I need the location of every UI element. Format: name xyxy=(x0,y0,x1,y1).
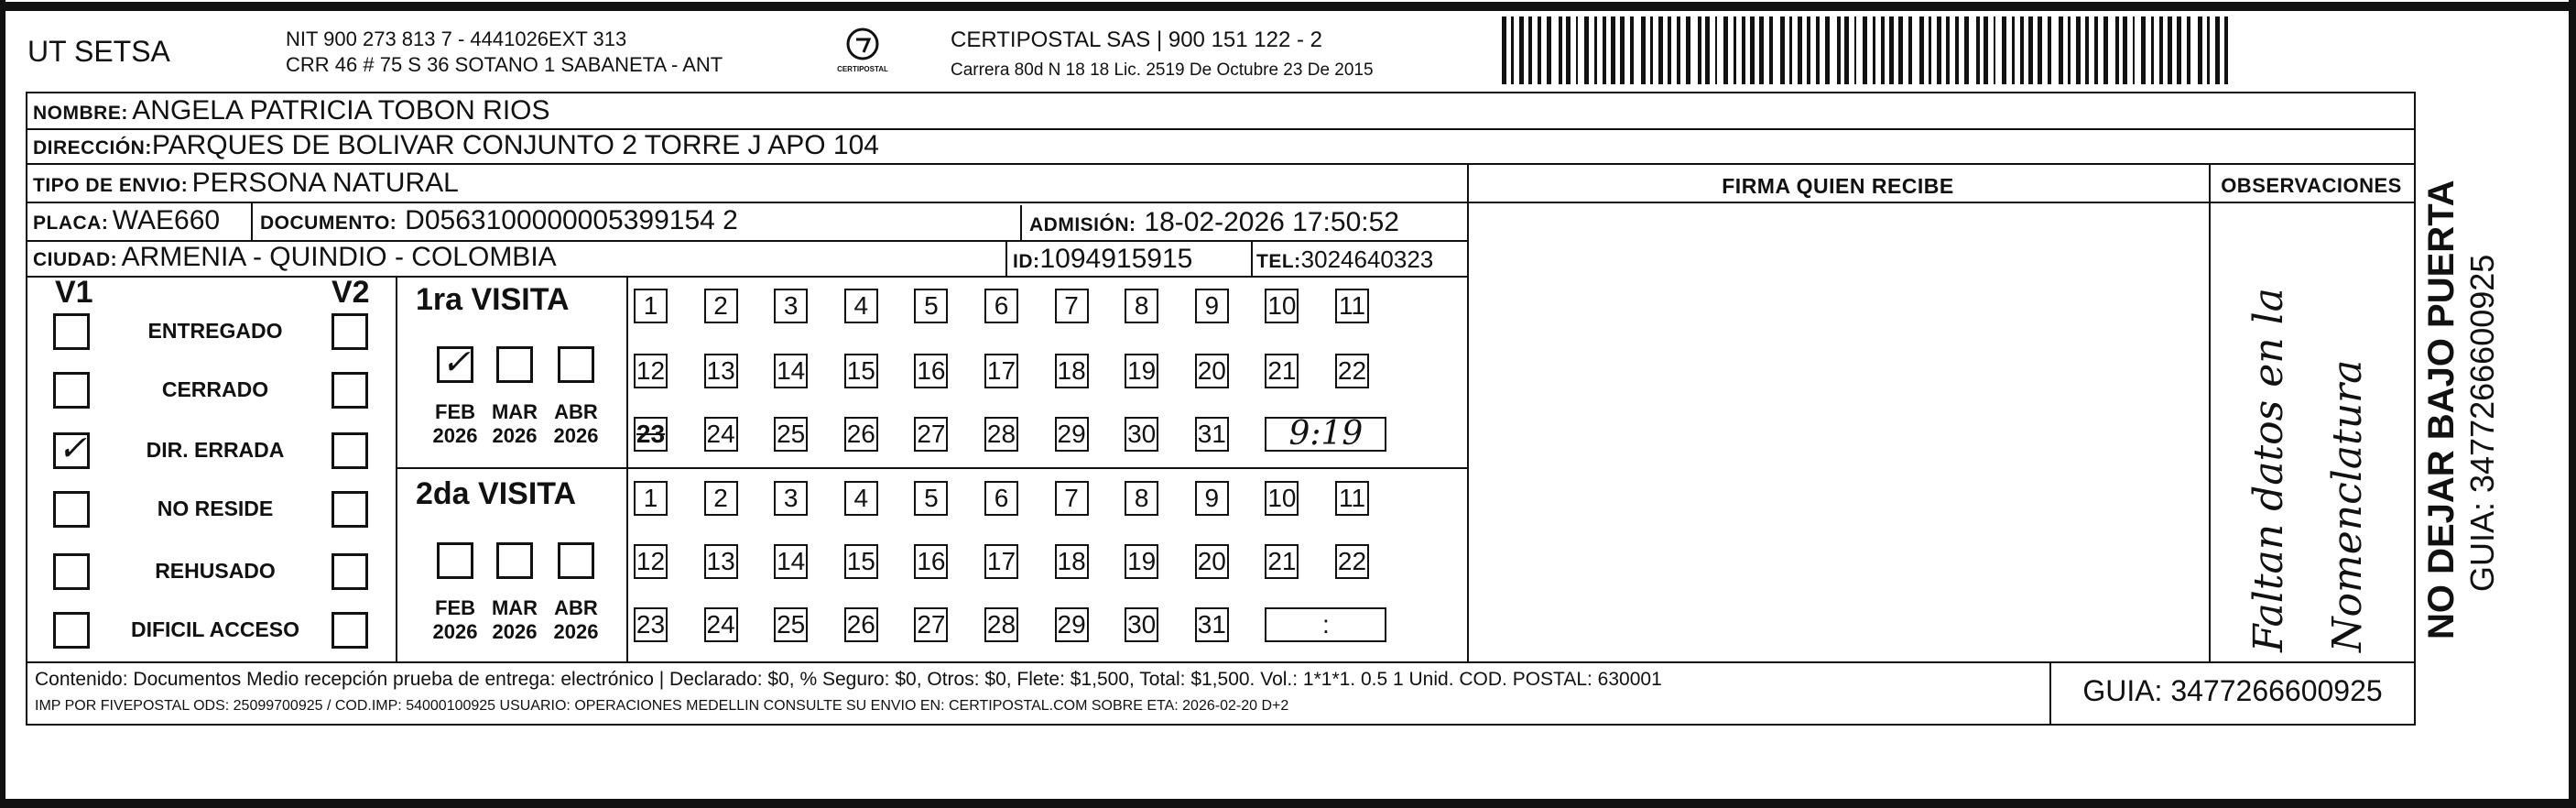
day-cell[interactable]: 31 xyxy=(1195,417,1229,452)
signature-header: FIRMA QUIEN RECIBE xyxy=(1722,174,1954,198)
month-label: FEB xyxy=(435,596,475,619)
v1-checkbox[interactable] xyxy=(53,612,90,649)
day-cell[interactable]: 24 xyxy=(704,607,738,642)
v1-checkbox[interactable] xyxy=(53,428,90,469)
day-cell[interactable]: 20 xyxy=(1195,544,1229,579)
day-cell[interactable]: 18 xyxy=(1055,544,1089,579)
month-checkbox[interactable] xyxy=(558,346,594,383)
day-cell[interactable]: 10 xyxy=(1265,481,1299,516)
day-cell[interactable]: 19 xyxy=(1125,354,1158,388)
sender-nit: NIT 900 273 813 7 - 4441026EXT 313 xyxy=(286,27,627,50)
admission-field: ADMISIÓN: 18-02-2026 17:50:52 xyxy=(1029,207,1399,237)
v2-checkbox[interactable] xyxy=(332,432,368,469)
sender-address: CRR 46 # 75 S 36 SOTANO 1 SABANETA - ANT xyxy=(286,53,723,76)
month-label: ABR xyxy=(554,400,598,423)
side-warning: NO DEJAR BAJO PUERTA xyxy=(2421,180,2462,639)
year-label: 2026 xyxy=(432,424,478,447)
v1-checkbox[interactable] xyxy=(53,372,90,409)
day-cell[interactable]: 30 xyxy=(1125,607,1158,642)
side-guide: GUIA: 3477266600925 xyxy=(2463,254,2501,592)
year-label: 2026 xyxy=(492,424,538,447)
day-cell[interactable]: 18 xyxy=(1055,354,1089,388)
status-option-label: DIFICIL ACCESO xyxy=(130,617,299,641)
recipient-address: PARQUES DE BOLIVAR CONJUNTO 2 TORRE J APO 104 xyxy=(151,130,879,160)
day-cell[interactable]: 25 xyxy=(774,607,808,642)
month-checkbox[interactable] xyxy=(496,542,533,579)
day-cell[interactable]: 6 xyxy=(984,289,1018,323)
day-cell[interactable]: 15 xyxy=(844,354,878,388)
month-label: FEB xyxy=(435,400,475,423)
day-cell[interactable]: 24 xyxy=(704,417,738,452)
day-cell[interactable]: 9 xyxy=(1195,481,1229,516)
day-cell[interactable]: 16 xyxy=(914,544,948,579)
day-cell[interactable]: 8 xyxy=(1125,481,1158,516)
day-cell[interactable]: 5 xyxy=(914,289,948,323)
v2-checkbox[interactable] xyxy=(332,491,368,528)
day-cell[interactable]: 20 xyxy=(1195,354,1229,388)
address-row: DIRECCIÓN:PARQUES DE BOLIVAR CONJUNTO 2 TORRE J APO 104 xyxy=(33,130,879,160)
v2-checkbox[interactable] xyxy=(332,313,368,350)
month-checkbox[interactable] xyxy=(558,542,594,579)
day-cell[interactable]: 27 xyxy=(914,417,948,452)
barcode xyxy=(1502,16,2234,84)
time-field[interactable]: : xyxy=(1265,607,1386,642)
sender-name: UT SETSA xyxy=(27,35,170,68)
day-cell[interactable]: 12 xyxy=(634,544,668,579)
day-cell[interactable]: 25 xyxy=(774,417,808,452)
year-label: 2026 xyxy=(492,620,538,643)
day-cell[interactable]: 26 xyxy=(844,417,878,452)
month-checkbox[interactable] xyxy=(437,542,473,579)
day-cell[interactable]: 17 xyxy=(984,354,1018,388)
v1-checkbox[interactable] xyxy=(53,553,90,590)
day-cell[interactable]: 9 xyxy=(1195,289,1229,323)
day-cell[interactable]: 19 xyxy=(1125,544,1158,579)
shipment-type: PERSONA NATURAL xyxy=(191,168,459,198)
day-cell[interactable]: 28 xyxy=(984,417,1018,452)
day-cell[interactable]: 14 xyxy=(774,354,808,388)
document-field: DOCUMENTO: D0563100000005399154 2 xyxy=(260,205,738,235)
v1-checkbox[interactable] xyxy=(53,491,90,528)
day-cell[interactable]: 29 xyxy=(1055,417,1089,452)
status-option-label: REHUSADO xyxy=(155,559,276,583)
status-option-label: ENTREGADO xyxy=(147,319,283,343)
month-label: MAR xyxy=(491,596,538,619)
check-mark: ✓ xyxy=(441,342,471,382)
day-cell[interactable]: 3 xyxy=(774,481,808,516)
day-cell[interactable]: 28 xyxy=(984,607,1018,642)
day-cell[interactable]: 2 xyxy=(704,481,738,516)
check-mark: ✓ xyxy=(58,428,87,468)
day-cell[interactable]: 22 xyxy=(1335,544,1369,579)
day-cell[interactable]: 13 xyxy=(704,544,738,579)
day-cell[interactable]: 2 xyxy=(704,289,738,323)
v1-checkbox[interactable] xyxy=(53,313,90,350)
year-label: 2026 xyxy=(553,424,599,447)
left-edge xyxy=(0,0,5,808)
imp-line: IMP POR FIVEPOSTAL ODS: 25099700925 / COD.IMP: 54000100925 USUARIO: OPERACIONES MEDELLIN CONSULTE SU ENVIO EN: CERTIPOSTAL.COM SOBRE ETA: 2026-02-20 D+2 xyxy=(35,698,1289,714)
day-cell[interactable]: 6 xyxy=(984,481,1018,516)
observation-note-1: Faltan datos en la xyxy=(2245,288,2292,652)
month-checkbox[interactable] xyxy=(496,346,533,383)
day-cell[interactable]: 15 xyxy=(844,544,878,579)
name-row: NOMBRE: ANGELA PATRICIA TOBON RIOS xyxy=(33,95,550,126)
month-label: MAR xyxy=(491,400,538,423)
day-cell[interactable]: 26 xyxy=(844,607,878,642)
plate-field: PLACA: WAE660 xyxy=(33,205,221,235)
day-cell[interactable]: 7 xyxy=(1055,289,1089,323)
second-visit-title: 2da VISITA xyxy=(416,476,577,511)
observation-note-2: Nomenclatura xyxy=(2324,359,2371,652)
observations-header: OBSERVACIONES xyxy=(2221,174,2402,197)
status-option-label: NO RESIDE xyxy=(157,497,274,520)
status-option-label: CERRADO xyxy=(161,377,269,401)
day-cell[interactable]: 21 xyxy=(1265,354,1299,388)
day-cell[interactable]: 21 xyxy=(1265,544,1299,579)
day-cell[interactable]: 1 xyxy=(634,289,668,323)
certipostal-logo: CERTIPOSTAL xyxy=(835,26,890,73)
day-cell[interactable]: 16 xyxy=(914,354,948,388)
day-cell[interactable]: 4 xyxy=(844,289,878,323)
type-row: TIPO DE ENVIO: PERSONA NATURAL xyxy=(33,168,459,198)
day-cell[interactable]: 23 xyxy=(634,607,668,642)
v2-checkbox[interactable] xyxy=(332,372,368,409)
day-cell[interactable]: 4 xyxy=(844,481,878,516)
day-cell[interactable]: 8 xyxy=(1125,289,1158,323)
day-cell[interactable]: 30 xyxy=(1125,417,1158,452)
recipient-name: ANGELA PATRICIA TOBON RIOS xyxy=(132,95,550,126)
id-field: ID:1094915915 xyxy=(1013,244,1193,274)
day-cell[interactable]: 23 xyxy=(634,417,668,452)
day-cell[interactable]: 17 xyxy=(984,544,1018,579)
day-cell[interactable]: 11 xyxy=(1335,481,1369,516)
day-cell[interactable]: 27 xyxy=(914,607,948,642)
v2-checkbox[interactable] xyxy=(332,553,368,590)
license-line: Carrera 80d N 18 18 Lic. 2519 De Octubre 23 De 2015 xyxy=(951,60,1374,80)
day-cell[interactable]: 13 xyxy=(704,354,738,388)
year-label: 2026 xyxy=(432,620,478,643)
time-field[interactable]: 9:19 xyxy=(1265,417,1386,452)
month-checkbox[interactable] xyxy=(437,342,473,383)
day-cell[interactable]: 22 xyxy=(1335,354,1369,388)
logo-icon xyxy=(844,26,881,62)
right-edge xyxy=(2569,0,2576,808)
day-cell[interactable]: 3 xyxy=(774,289,808,323)
day-cell[interactable]: 14 xyxy=(774,544,808,579)
day-cell[interactable]: 1 xyxy=(634,481,668,516)
top-edge xyxy=(0,2,2576,11)
v2-label: V2 xyxy=(332,275,370,310)
content-line: Contenido: Documentos Medio recepción prueba de entrega: electrónico | Declarado: $0, % Seguro: $0, Otros: $0, Flete: $1,500, Total: $1,500. Vol.: 1*1*1. 0.5 1 Unid. COD. POSTAL: 630001 xyxy=(35,669,1662,690)
signature-area[interactable] xyxy=(1469,203,2207,660)
day-cell[interactable]: 10 xyxy=(1265,289,1299,323)
first-visit-title: 1ra VISITA xyxy=(416,282,570,317)
tel-field: TEL:3024640323 xyxy=(1256,246,1434,273)
day-cell[interactable]: 7 xyxy=(1055,481,1089,516)
status-option-label: DIR. ERRADA xyxy=(146,438,285,462)
city-field: CIUDAD: ARMENIA - QUINDIO - COLOMBIA xyxy=(33,242,557,272)
v2-checkbox[interactable] xyxy=(332,612,368,649)
day-cell[interactable]: 29 xyxy=(1055,607,1089,642)
bottom-edge xyxy=(0,799,2576,808)
month-label: ABR xyxy=(554,596,598,619)
day-cell[interactable]: 31 xyxy=(1195,607,1229,642)
v1-label: V1 xyxy=(55,275,93,310)
day-cell[interactable]: 5 xyxy=(914,481,948,516)
year-label: 2026 xyxy=(553,620,599,643)
day-cell[interactable]: 11 xyxy=(1335,289,1369,323)
day-cell[interactable]: 12 xyxy=(634,354,668,388)
company-line: CERTIPOSTAL SAS | 900 151 122 - 2 xyxy=(951,27,1322,52)
guide-box: GUIA: 3477266600925 xyxy=(2082,674,2383,707)
